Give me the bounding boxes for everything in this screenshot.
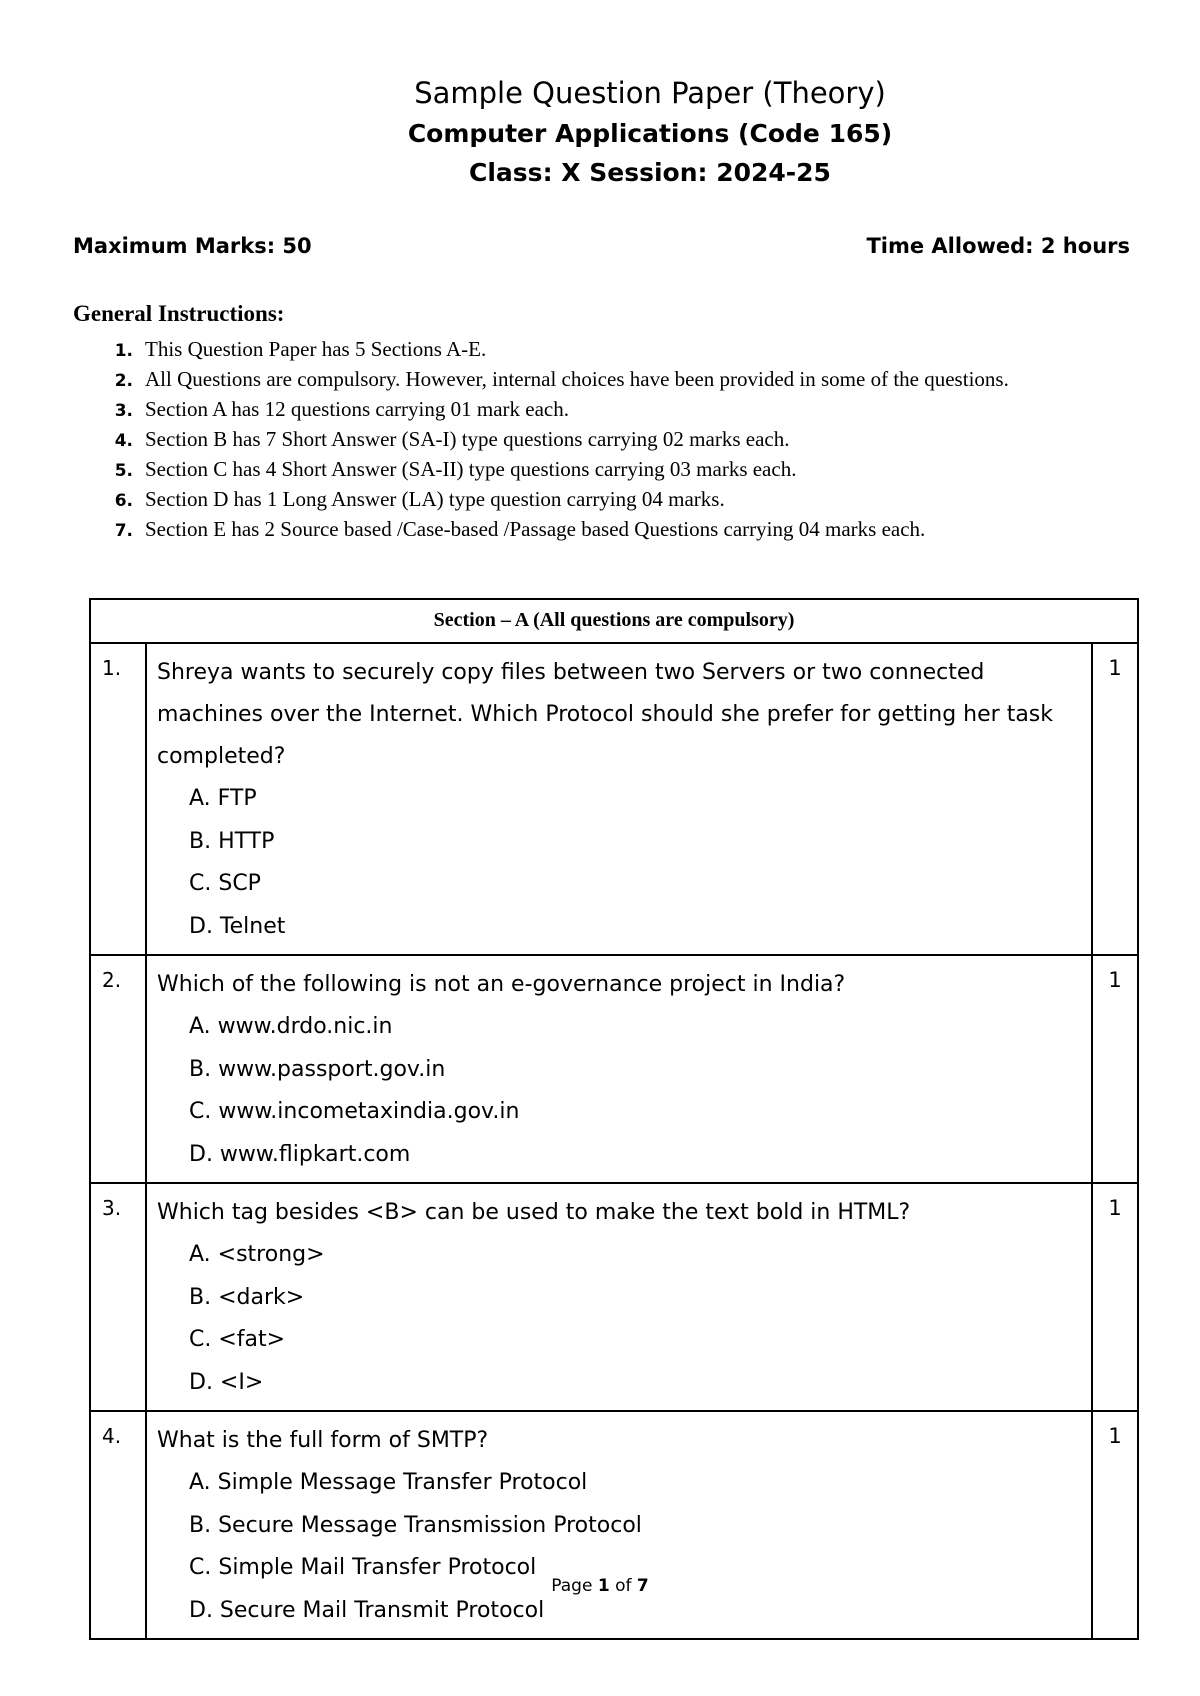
page-total: 7: [636, 1576, 649, 1596]
question-marks: 1: [1092, 1183, 1138, 1411]
instruction-number: 2.: [114, 371, 133, 391]
option-b: B. HTTP: [189, 828, 275, 854]
question-number: 3.: [90, 1183, 146, 1411]
question-text: Which tag besides <B> can be used to make the text bold in HTML?: [157, 1200, 911, 1225]
question-row: [90, 1411, 1138, 1639]
instruction-number: 5.: [114, 461, 133, 481]
option-a: A. <strong>: [189, 1242, 325, 1267]
option-d: D. www.flipkart.com: [189, 1141, 411, 1167]
question-number: 1.: [90, 643, 146, 955]
paper-title: Sample Question Paper (Theory): [414, 76, 886, 110]
page-label: Page: [551, 1576, 593, 1596]
instruction-text: This Question Paper has 5 Sections A-E.: [145, 337, 487, 361]
question-row: [90, 955, 1138, 1183]
instruction-number: 1.: [114, 341, 133, 361]
question-number: 2.: [90, 955, 146, 1183]
question-marks: 1: [1092, 643, 1138, 955]
page-of-label: of: [615, 1576, 632, 1596]
option-c: C. SCP: [189, 871, 261, 896]
option-d: D. Telnet: [189, 913, 286, 939]
question-text: Shreya wants to securely copy files between two Servers or two connected machines over the Internet. Which Protocol should she prefer for getting her task completed?: [157, 660, 1054, 769]
option-b: B. www.passport.gov.in: [189, 1056, 446, 1082]
maximum-marks: Maximum Marks: 50: [73, 234, 312, 258]
instruction-item: [73, 454, 1009, 484]
question-row: [90, 1183, 1138, 1411]
question-row: [90, 643, 1138, 955]
instruction-number: 7.: [114, 521, 133, 541]
question-text: What is the full form of SMTP?: [157, 1428, 489, 1453]
question-number: 4.: [90, 1411, 146, 1639]
option-c: C. www.incometaxindia.gov.in: [189, 1099, 520, 1124]
page-footer: [0, 1576, 1200, 1596]
question-body: [146, 1183, 1092, 1411]
instruction-text: All Questions are compulsory. However, internal choices have been provided in some of the questions.: [145, 367, 1009, 391]
option-d: D. Secure Mail Transmit Protocol: [189, 1597, 545, 1623]
general-instructions-heading: General Instructions:: [73, 301, 285, 326]
instruction-item: [73, 364, 1009, 394]
option-b: B. Secure Message Transmission Protocol: [189, 1512, 642, 1538]
instruction-text: Section A has 12 questions carrying 01 mark each.: [145, 397, 569, 421]
general-instructions-list: [73, 334, 1009, 544]
question-body: [146, 955, 1092, 1183]
page-number: 1: [597, 1576, 610, 1596]
option-c: C. <fat>: [189, 1327, 286, 1352]
option-a: A. Simple Message Transfer Protocol: [189, 1470, 588, 1495]
time-allowed: Time Allowed: 2 hours: [866, 234, 1130, 258]
instruction-text: Section B has 7 Short Answer (SA-I) type questions carrying 02 marks each.: [145, 427, 790, 451]
question-marks: 1: [1092, 955, 1138, 1183]
instruction-text: Section E has 2 Source based /Case-based /Passage based Questions carrying 04 marks each.: [145, 517, 926, 541]
option-c: C. Simple Mail Transfer Protocol: [189, 1555, 537, 1580]
subject-title: Computer Applications (Code 165): [407, 119, 893, 148]
instruction-text: Section C has 4 Short Answer (SA-II) type questions carrying 03 marks each.: [145, 457, 797, 481]
instruction-number: 4.: [114, 431, 133, 451]
section-heading: Section – A (All questions are compulsory): [90, 599, 1138, 643]
instruction-number: 6.: [114, 491, 133, 511]
question-marks: 1: [1092, 1411, 1138, 1639]
instruction-item: [73, 484, 1009, 514]
instruction-item: [73, 334, 1009, 364]
option-b: B. <dark>: [189, 1284, 305, 1310]
class-session: Class: X Session: 2024-25: [469, 158, 831, 187]
question-body: [146, 1411, 1092, 1639]
instruction-item: [73, 394, 1009, 424]
question-text: Which of the following is not an e-governance project in India?: [157, 972, 846, 997]
section-heading-row: [90, 599, 1138, 643]
instruction-item: [73, 514, 1009, 544]
option-d: D. <I>: [189, 1369, 264, 1395]
option-a: A. FTP: [189, 786, 257, 811]
option-a: A. www.drdo.nic.in: [189, 1014, 393, 1039]
question-body: [146, 643, 1092, 955]
instruction-item: [73, 424, 1009, 454]
instruction-text: Section D has 1 Long Answer (LA) type question carrying 04 marks.: [145, 487, 725, 511]
section-a-table: [89, 598, 1139, 1640]
instruction-number: 3.: [114, 401, 133, 421]
